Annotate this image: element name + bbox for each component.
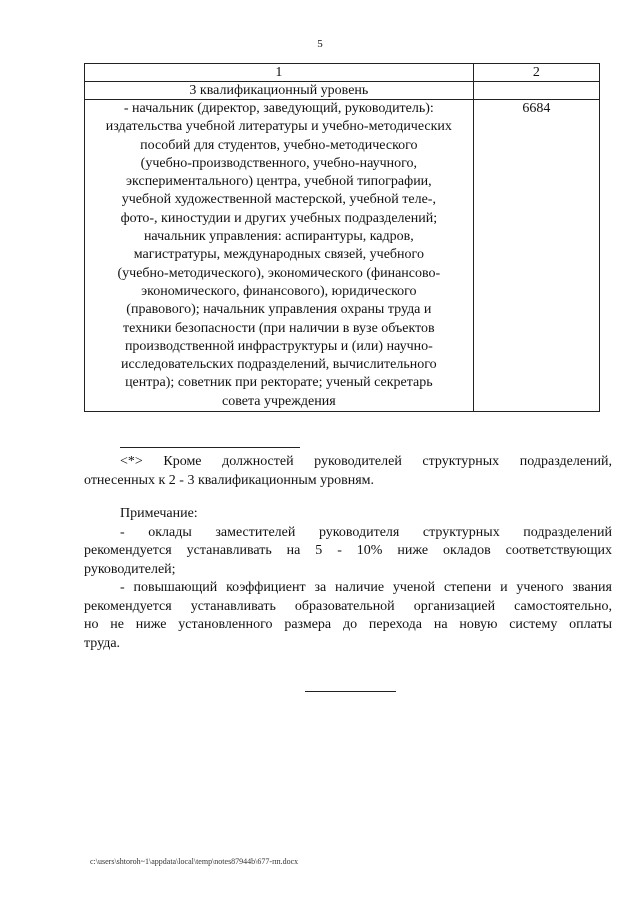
table-header-row (85, 64, 600, 82)
description-line: экономического, финансового), юридического (141, 283, 417, 299)
description-line: экспериментального) центра, учебной типографии, (126, 174, 432, 190)
description-line: учебной художественной мастерской, учебной теле-, (121, 192, 436, 208)
table-row (85, 100, 600, 412)
level-title: 3 квалификационный уровень (85, 82, 474, 100)
description-line: (учебно-методического), экономического (финансово- (117, 265, 441, 281)
notes-section (84, 505, 612, 653)
footnote-divider (120, 447, 300, 448)
description-line: производственной инфраструктуры и (или) научно- (124, 338, 433, 354)
level-row (85, 82, 600, 100)
note-line: труда. (84, 635, 121, 651)
description-line: исследовательских подразделений, вычислительного (121, 357, 437, 373)
description-line: техники безопасности (при наличии в вузе объектов (123, 320, 435, 336)
end-divider (305, 691, 396, 692)
footnote (84, 453, 612, 490)
salary-value: 6684 (473, 100, 599, 412)
description-line: - начальник (директор, заведующий, руководитель): (123, 101, 434, 116)
header-col-1: 1 (85, 64, 474, 82)
description-line: (учебно-производственного, учебно-научного, (140, 155, 418, 171)
note-line: - повышающий коэффициент за наличие ученой степени и ученого звания (120, 580, 612, 595)
note-line: но не ниже установленного размера до перехода на новую систему оплаты (84, 617, 612, 632)
description-line: совета учреждения (222, 393, 336, 409)
description-line: (правового); начальник управления охраны труда и (126, 302, 432, 318)
file-path: c:\users\shtoroh~1\appdata\local\temp\notes87944b\677-пп.docx (90, 857, 299, 866)
notes-title: Примечание: (120, 506, 198, 521)
note-line: рекомендуется устанавливать на 5 - 10% ниже окладов соответствующих (84, 543, 612, 558)
salary-table (84, 63, 600, 412)
page-number: 5 (317, 38, 323, 50)
description-line: пособий для студентов, учебно-методического (140, 137, 418, 153)
description-line: начальник управления: аспирантуры, кадров, (143, 229, 414, 245)
note-line: - оклады заместителей руководителя структурных подразделений (120, 524, 612, 540)
description-line: центра); советник при ректорате; ученый секретарь (125, 375, 433, 391)
position-description (85, 100, 474, 412)
header-col-2: 2 (473, 64, 599, 82)
description-line: фото-, киностудии и других учебных подразделений; (120, 210, 438, 226)
footnote-line: <*> Кроме должностей руководителей структурных подразделений, (120, 454, 612, 469)
description-line: издательства учебной литературы и учебно-методических (105, 119, 452, 135)
footnote-line: отнесенных к 2 - 3 квалификационным уровням. (84, 472, 374, 488)
note-line: рекомендуется устанавливать образовательной организацией самостоятельно, (84, 598, 612, 614)
level-empty-cell (473, 82, 599, 100)
description-line: магистратуры, международных связей, учебного (133, 247, 424, 263)
note-line: руководителей; (84, 561, 176, 577)
